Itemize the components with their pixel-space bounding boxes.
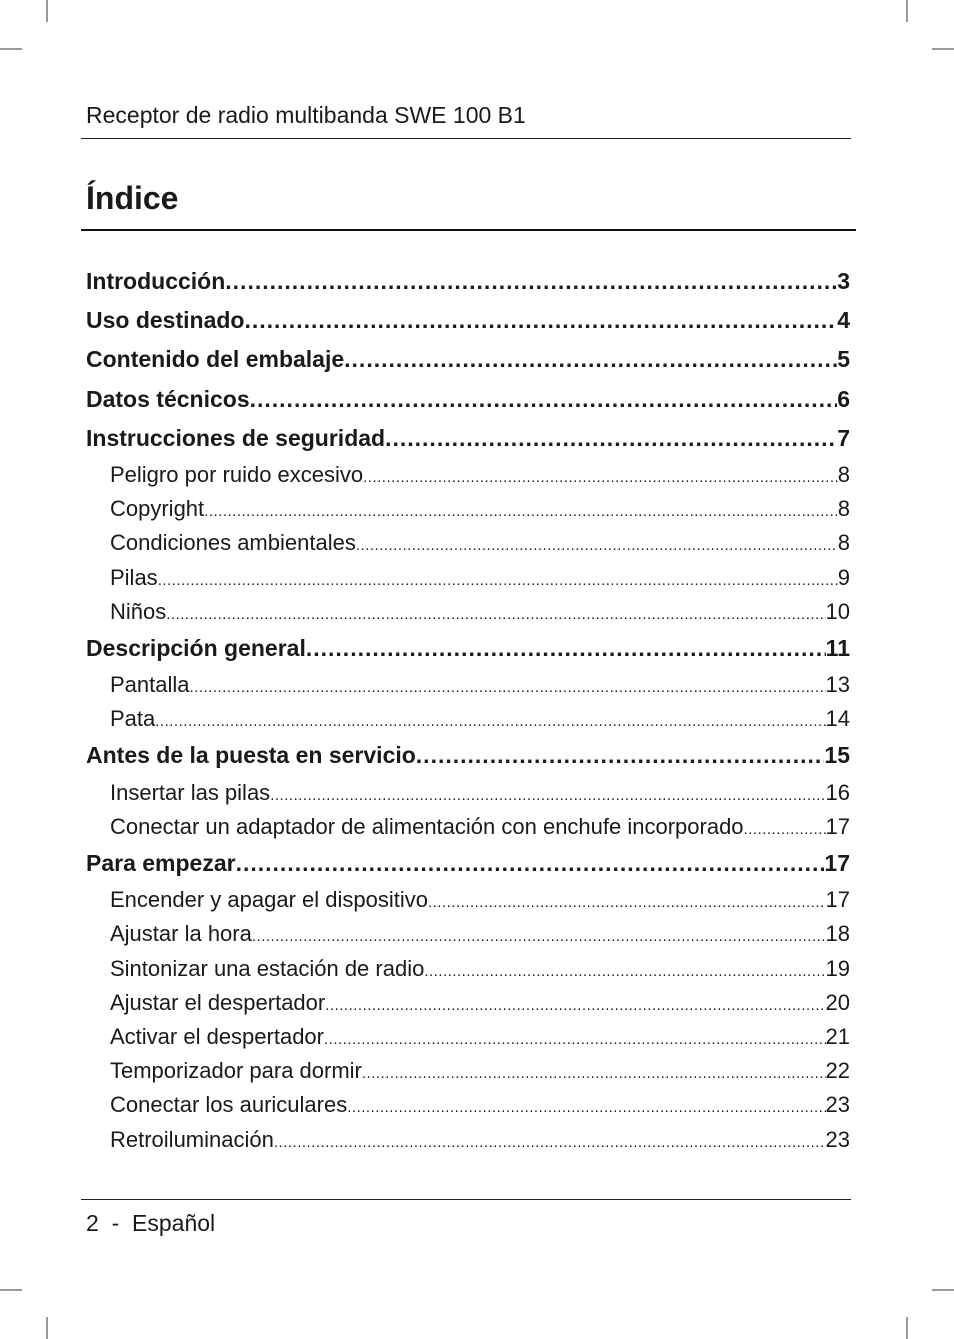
toc-section-entry[interactable] xyxy=(86,952,850,986)
toc-entry-title: Uso destinado xyxy=(86,307,245,334)
header-rule xyxy=(81,138,851,139)
toc-leader-dots xyxy=(356,529,838,560)
footer-separator: - xyxy=(111,1210,120,1236)
crop-mark xyxy=(932,1289,954,1291)
toc-page-number: 21 xyxy=(825,1023,850,1049)
toc-page-number: 11 xyxy=(825,634,850,661)
toc-page-number: 23 xyxy=(825,1126,850,1152)
toc-section-entry[interactable] xyxy=(86,458,850,492)
toc-entry-title: Para empezar xyxy=(86,850,236,876)
page-title: Índice xyxy=(86,180,179,216)
crop-mark xyxy=(906,0,908,22)
toc-entry-title: Pata xyxy=(110,706,156,732)
toc-entry-title: Conectar los auriculares xyxy=(110,1092,348,1118)
footer-language: Español xyxy=(132,1210,216,1236)
toc-page-number: 18 xyxy=(825,921,850,947)
toc-section-entry[interactable] xyxy=(86,1123,850,1157)
toc-entry-title: Contenido del embalaje xyxy=(86,346,345,373)
toc-chapter-entry[interactable] xyxy=(86,844,850,883)
toc-leader-dots xyxy=(236,844,825,883)
toc-leader-dots xyxy=(155,705,825,736)
toc-leader-dots xyxy=(225,262,837,301)
toc-page-number: 19 xyxy=(825,955,850,981)
toc-entry-title: Peligro por ruido excesivo xyxy=(110,461,364,487)
running-header: Receptor de radio multibanda SWE 100 B1 xyxy=(86,102,526,128)
toc-section-entry[interactable] xyxy=(86,1088,850,1122)
toc-entry-title: Pantalla xyxy=(110,672,190,698)
toc-leader-dots xyxy=(158,564,838,595)
toc-chapter-entry[interactable] xyxy=(86,301,850,340)
toc-leader-dots xyxy=(244,301,837,340)
toc-page-number: 16 xyxy=(825,779,850,805)
toc-entry-title: Activar el despertador xyxy=(110,1023,324,1049)
toc-leader-dots xyxy=(325,989,825,1020)
toc-section-entry[interactable] xyxy=(86,595,850,629)
toc-section-entry[interactable] xyxy=(86,561,850,595)
crop-mark xyxy=(46,1317,48,1339)
toc-section-entry[interactable] xyxy=(86,810,850,844)
crop-mark xyxy=(932,48,954,50)
toc-section-entry[interactable] xyxy=(86,702,850,736)
toc-leader-dots xyxy=(166,598,825,629)
toc-entry-title: Retroiluminación xyxy=(110,1126,274,1152)
toc-leader-dots xyxy=(204,495,838,526)
toc-page-number: 6 xyxy=(837,385,850,412)
toc-page-number: 14 xyxy=(825,706,850,732)
toc-chapter-entry[interactable] xyxy=(86,419,850,458)
toc-leader-dots xyxy=(362,1057,826,1088)
crop-mark xyxy=(0,1289,22,1291)
toc-page-number: 10 xyxy=(825,598,850,624)
toc-leader-dots xyxy=(190,671,826,702)
toc-page-number: 4 xyxy=(837,307,850,334)
toc-page-number: 15 xyxy=(824,742,850,769)
toc-section-entry[interactable] xyxy=(86,883,850,917)
toc-page-number: 8 xyxy=(837,461,850,487)
toc-page-number: 13 xyxy=(825,672,850,698)
toc-page-number: 17 xyxy=(824,850,850,876)
toc-leader-dots xyxy=(428,886,826,917)
toc-chapter-entry[interactable] xyxy=(86,380,850,419)
toc-chapter-entry[interactable] xyxy=(86,629,850,668)
toc-leader-dots xyxy=(306,629,826,668)
toc-leader-dots xyxy=(270,779,825,810)
toc-entry-title: Temporizador para dormir xyxy=(110,1058,362,1084)
toc-leader-dots xyxy=(363,461,838,492)
toc-leader-dots xyxy=(744,813,826,844)
toc-page-number: 8 xyxy=(837,496,850,522)
toc-entry-title: Condiciones ambientales xyxy=(110,530,356,556)
toc-entry-title: Pilas xyxy=(110,564,158,590)
toc-section-entry[interactable] xyxy=(86,526,850,560)
toc-section-entry[interactable] xyxy=(86,986,850,1020)
toc-section-entry[interactable] xyxy=(86,1020,850,1054)
toc-page-number: 22 xyxy=(825,1058,850,1084)
table-of-contents xyxy=(86,262,850,1157)
toc-leader-dots xyxy=(424,955,825,986)
toc-section-entry[interactable] xyxy=(86,668,850,702)
toc-section-entry[interactable] xyxy=(86,917,850,951)
toc-leader-dots xyxy=(274,1126,826,1157)
crop-mark xyxy=(906,1317,908,1339)
crop-mark xyxy=(0,48,22,50)
toc-page-number: 17 xyxy=(825,887,850,913)
toc-page-number: 5 xyxy=(837,346,850,373)
toc-entry-title: Copyright xyxy=(110,496,205,522)
toc-entry-title: Introducción xyxy=(86,268,226,294)
toc-page-number: 7 xyxy=(837,424,850,451)
toc-leader-dots xyxy=(416,736,825,775)
toc-page-number: 8 xyxy=(837,530,850,556)
toc-chapter-entry[interactable] xyxy=(86,262,850,301)
toc-page-number: 20 xyxy=(825,989,850,1015)
toc-chapter-entry[interactable] xyxy=(86,340,850,379)
title-rule xyxy=(81,229,856,231)
toc-section-entry[interactable] xyxy=(86,492,850,526)
toc-entry-title: Ajustar el despertador xyxy=(110,989,326,1015)
toc-entry-title: Antes de la puesta en servicio xyxy=(86,742,416,769)
toc-entry-title: Insertar las pilas xyxy=(110,779,271,805)
toc-entry-title: Ajustar la hora xyxy=(110,921,252,947)
toc-section-entry[interactable] xyxy=(86,776,850,810)
toc-leader-dots xyxy=(385,419,837,458)
toc-leader-dots xyxy=(324,1023,826,1054)
toc-entry-title: Encender y apagar el dispositivo xyxy=(110,887,428,913)
toc-leader-dots xyxy=(347,1091,825,1122)
footer-page-number: 2 xyxy=(86,1210,99,1236)
toc-chapter-entry[interactable] xyxy=(86,736,850,775)
toc-entry-title: Niños xyxy=(110,598,167,624)
toc-entry-title: Datos técnicos xyxy=(86,385,250,412)
toc-leader-dots xyxy=(250,380,838,419)
footer-rule xyxy=(81,1199,851,1200)
toc-leader-dots xyxy=(252,920,826,951)
toc-page-number: 3 xyxy=(837,268,850,294)
toc-entry-title: Descripción general xyxy=(86,634,306,661)
toc-page-number: 17 xyxy=(825,813,850,839)
toc-page-number: 9 xyxy=(837,564,850,590)
toc-section-entry[interactable] xyxy=(86,1054,850,1088)
toc-entry-title: Sintonizar una estación de radio xyxy=(110,955,425,981)
toc-leader-dots xyxy=(344,340,837,379)
crop-mark xyxy=(46,0,48,22)
page-footer xyxy=(86,1208,215,1238)
toc-page-number: 23 xyxy=(825,1092,850,1118)
toc-entry-title: Instrucciones de seguridad xyxy=(86,424,386,451)
toc-entry-title: Conectar un adaptador de alimentación con enchufe incorporado xyxy=(110,813,744,839)
